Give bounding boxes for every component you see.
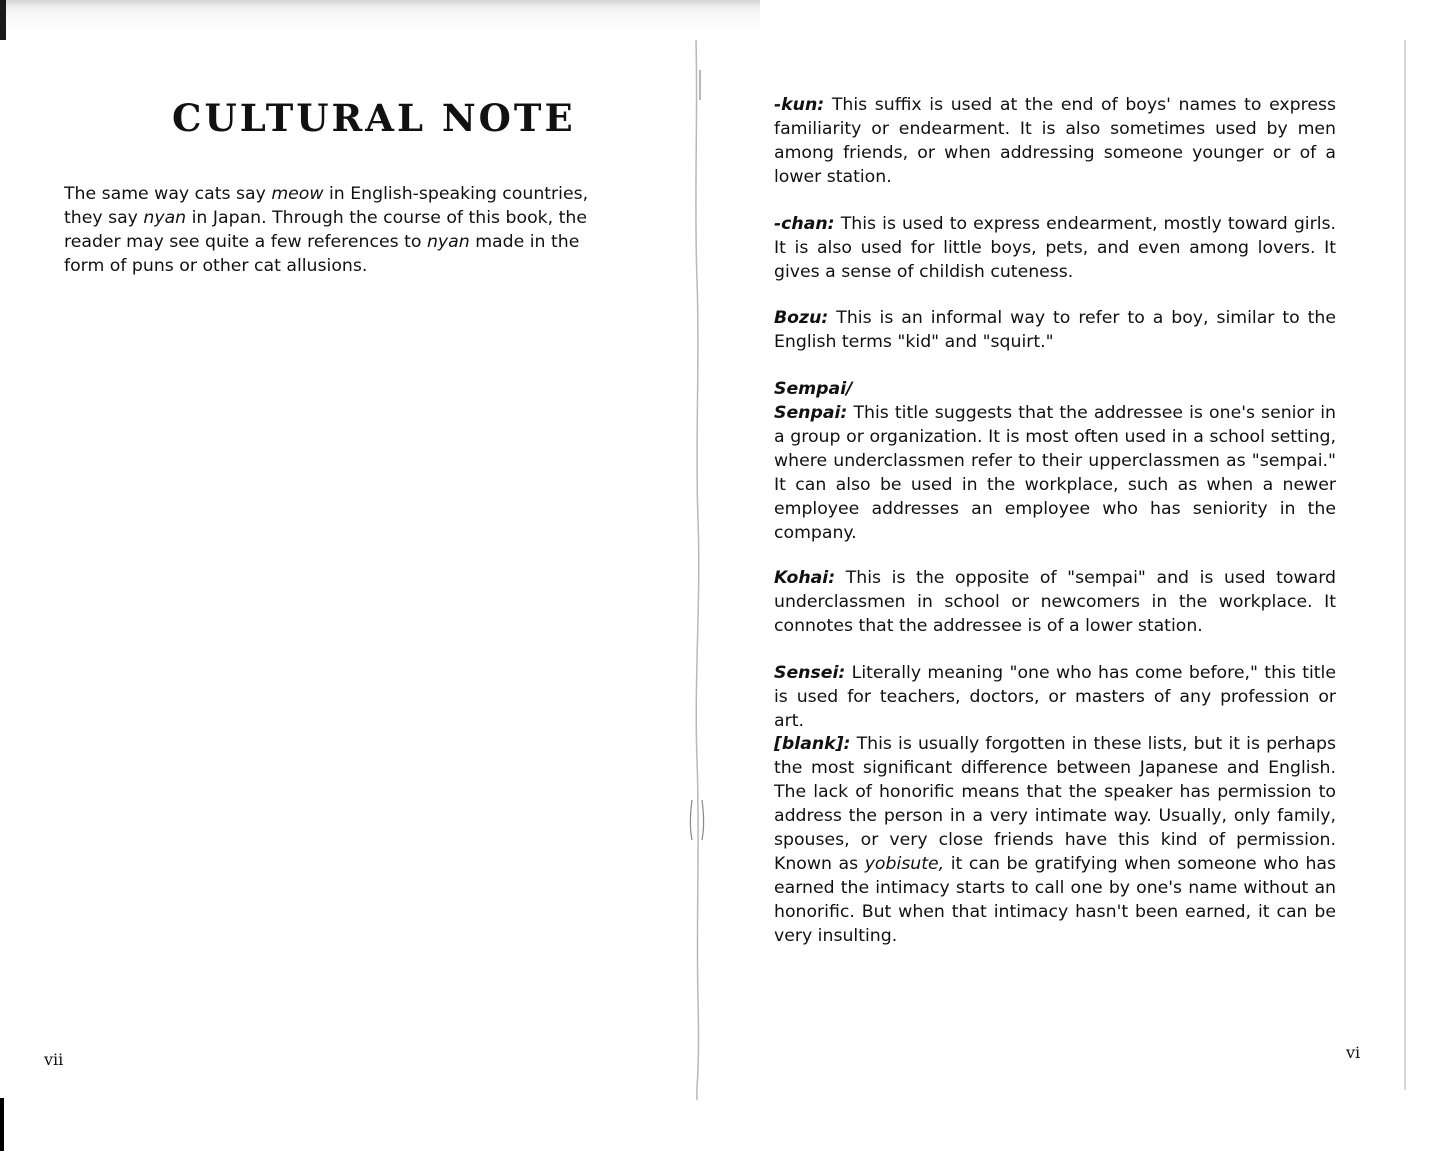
entry-term: [blank]: [774, 734, 851, 754]
paragraph-text: The same way cats say [64, 184, 272, 204]
entry-definition: Literally meaning "one who has come before," this title is used for teachers, doctors, or masters of any profession or art. [774, 663, 1336, 731]
entry-definition: it can be gratifying when someone who has earned the intimacy starts to call one by one's name without an honorific. But when that intimacy hasn't been earned, it can be very insulting. [774, 854, 1336, 946]
entry-kun [774, 93, 1336, 189]
entry-term: Senpai: [774, 403, 848, 423]
entry-senpai [774, 377, 1336, 545]
paragraph-text: in Japan. Through the course of this book, the reader may see quite a few references to [64, 208, 588, 252]
paragraph-text: made in the form of puns or other cat allusions. [64, 232, 580, 276]
italic-word: meow [271, 184, 324, 204]
entry-definition: This is used to express endearment, mostly toward girls. It is also used for little boys, pets, and even among lovers. It gives a sense of childish cuteness. [774, 214, 1336, 282]
entry-term: Sensei: [774, 663, 846, 683]
entry-definition: This is usually forgotten in these lists, but it is perhaps the most significant difference between Japanese and English. The lack of honorific means that the speaker has permission to address the person in a very intimate way. Usually, only family, spouses, or very close friends have this kind of permission. Known as [774, 734, 1336, 874]
book-gutter [688, 40, 708, 1100]
entry-chan [774, 212, 1336, 284]
italic-word: nyan [426, 232, 470, 252]
page-number: vi [1346, 1043, 1361, 1062]
italic-word: yobisute, [864, 854, 945, 874]
entry-term: Bozu: [774, 308, 829, 328]
entry-sensei [774, 661, 1336, 733]
entry-blank [774, 732, 1336, 948]
entry-term: -kun: [774, 95, 825, 115]
entry-definition: This suffix is used at the end of boys' names to express familiarity or endearment. It is also sometimes used by men among friends, or when addressing someone younger or of a lower station. [774, 95, 1336, 187]
entry-term: -chan: [774, 214, 835, 234]
entry-term: Sempai/ [774, 379, 853, 399]
entry-definition: This is an informal way to refer to a boy, similar to the English terms "kid" and "squirt." [774, 308, 1336, 352]
entry-kohai [774, 566, 1336, 638]
paragraph-text: in English-speaking countries, they say [64, 184, 589, 228]
entry-definition: This is the opposite of "sempai" and is used toward underclassmen in school or newcomers in the workplace. It connotes that the addressee is of a lower station. [774, 568, 1336, 636]
cultural-note-paragraph [64, 182, 616, 278]
entry-term: Kohai: [774, 568, 836, 588]
entry-definition: This title suggests that the addressee is one's senior in a group or organization. It is most often used in a school setting, where underclassmen refer to their upperclassmen as "sempai." It can also be used in the workplace, such as when a newer employee addresses an employee who has seniority in the company. [774, 403, 1336, 543]
page-title: CULTURAL NOTE [172, 96, 576, 140]
page-edge-line [1404, 40, 1406, 1090]
page-number: vii [44, 1050, 64, 1069]
entry-bozu [774, 306, 1336, 354]
left-page [0, 0, 690, 1151]
italic-word: nyan [143, 208, 187, 228]
